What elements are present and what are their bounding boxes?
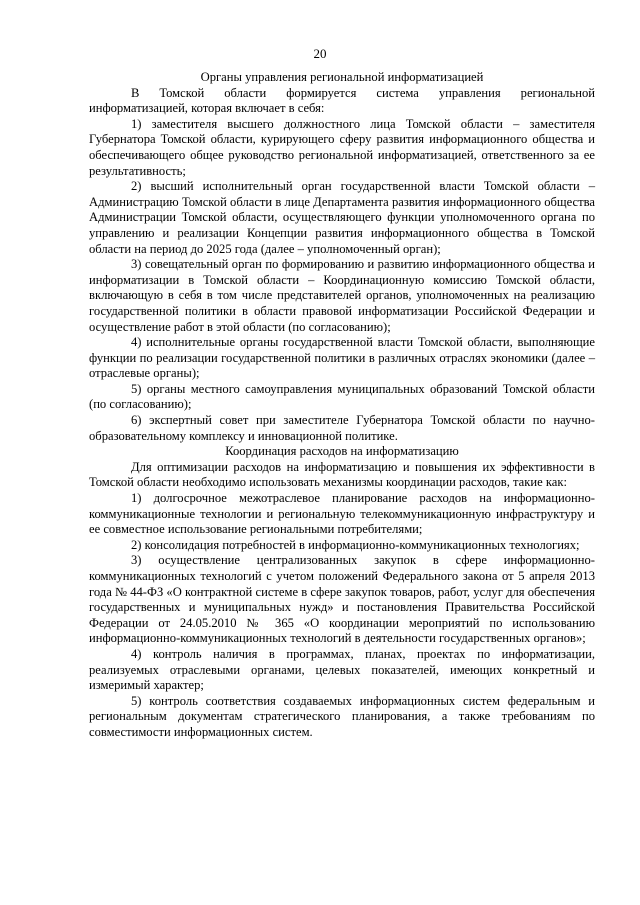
list-item-local-government: 5) органы местного самоуправления муниципальных образований Томской области (по согласованию); [89, 381, 595, 412]
page-content [89, 70, 595, 741]
list-item-administration: 2) высший исполнительный орган государственной власти Томской области – Администрацию Томской области в лице Департамента развития информационного общества Администрации Томской области, осуществляющего функции уполномоченного органа по управлению и реализации Концепции развития информационного общества в Томской области на период до 2025 года (далее – уполномоченный орган); [89, 179, 595, 256]
section-heading-coordination: Координация расходов на информатизацию [225, 444, 459, 459]
list-item-compliance-control: 5) контроль соответствия создаваемых информационных систем федеральным и региональным документам стратегического планирования, а также требованиям по совместимости информационных систем. [89, 693, 595, 739]
page-number: 20 [313, 46, 327, 61]
paragraph-coordination-intro: Для оптимизации расходов на информатизацию и повышения их эффективности в Томской области необходимо использовать механизмы координации расходов, такие как: [89, 459, 595, 490]
list-item-expert-council: 6) экспертный совет при заместителе Губернатора Томской области по научно-образовательному комплексу и инновационной политике. [89, 413, 595, 443]
list-item-long-term-planning: 1) долгосрочное межотраслевое планирование расходов на информационно-коммуникационные технологии и региональную телекоммуникационную инфраструктуру и ее совместное использование региональными потребителями; [89, 491, 595, 537]
list-item-target-indicators-control: 4) контроль наличия в программах, планах, проектах по информатизации, реализуемых отраслевыми органами, целевых показателей, имеющих конкретный и измеримый характер; [89, 646, 595, 693]
list-item-deputy-governor: 1) заместителя высшего должностного лица Томской области – заместителя Губернатора Томской области, курирующего сферу развития информационного общества и обеспечивающего общее руководство региональной информатизацией, ответственного за ее результативность; [89, 116, 595, 178]
section-heading-management: Органы управления региональной информатизацией [200, 70, 484, 84]
list-item-executive-bodies: 4) исполнительные органы государственной власти Томской области, выполняющие функции по реализации государственной политики в различных отраслях экономики (далее – отраслевые органы); [89, 335, 595, 381]
list-item-centralized-procurement: 3) осуществление централизованных закупок в сфере информационно-коммуникационных технологий с учетом положений Федерального закона от 5 апреля 2013 года № 44-ФЗ «О контрактной системе в сфере закупок товаров, работ, услуг для обеспечения государственных и муниципальных нужд» и постановления Правительства Российской Федерации от 24.05.2010 № 365 «О координации мероприятий по использованию информационно-коммуникационных технологий в деятельности государственных органов»; [89, 553, 595, 646]
list-item-coordination-commission: 3) совещательный орган по формированию и развитию информационного общества и информатизации в Томской области – Координационную комиссию Томской области, включающую в себя в том числе представителей органов, уполномоченных на реализацию государственной политики в области правовой информатизации Российской Федерации и осуществление работ в этой области (по согласованию); [89, 257, 595, 334]
list-item-consolidation: 2) консолидация потребностей в информационно-коммуникационных технологиях; [131, 537, 580, 552]
paragraph-management-intro: В Томской области формируется система управления региональной информатизацией, которая включает в себя: [89, 85, 595, 116]
